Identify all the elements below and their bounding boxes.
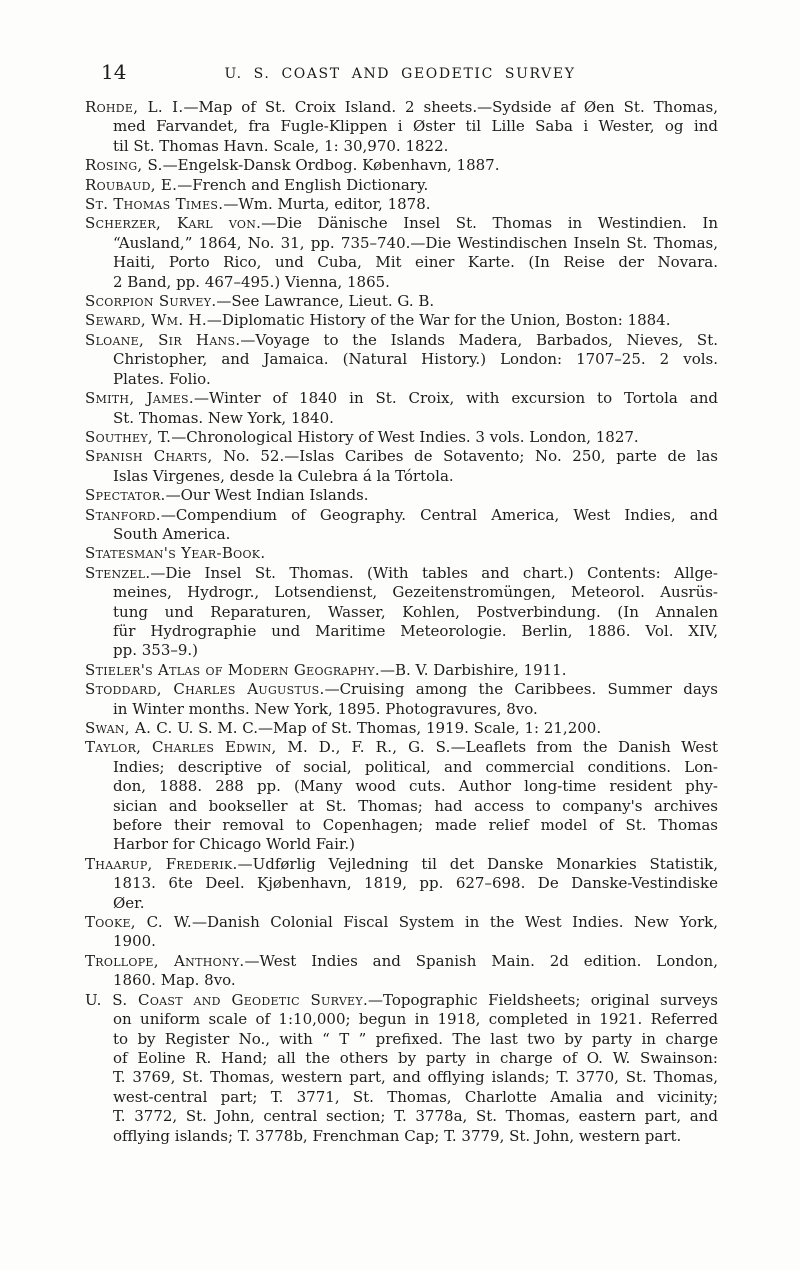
- entry-continuation-line: 1860. Map. 8vo.: [113, 971, 236, 990]
- entry-author-name: Rohde, L. I.: [85, 98, 184, 116]
- entry-author-name: Seward, Wm. H.: [85, 311, 207, 330]
- entry-continuation-line: don, 1888. 288 pp. (Many wood cuts. Author long-time resident phy-: [113, 777, 718, 796]
- entry-author-name: Spanish Charts,: [85, 447, 213, 466]
- bibliography-entry: [85, 952, 718, 991]
- entry-author-name: Roubaud, E.: [85, 175, 178, 194]
- entry-first-line: [85, 719, 718, 738]
- entry-continuation-line: tung und Reparaturen, Wasser, Kohlen, Postverbindung. (In Annalen: [113, 602, 718, 621]
- entry-continuation-line: pp. 353–9.): [113, 641, 199, 660]
- entry-continuation-line: Øer.: [113, 893, 145, 912]
- entry-first-line: [85, 292, 718, 311]
- entry-continuation-line: on uniform scale of 1:10,000; begun in 1918, completed in 1921. Referred: [113, 1010, 718, 1029]
- bibliography-entry: [85, 991, 718, 1146]
- bibliography-entry: [85, 447, 718, 486]
- bibliography: [85, 98, 718, 1146]
- entry-first-line: [85, 98, 718, 117]
- entry-continuation-line: of Eoline R. Hand; all the others by party in charge of O. W. Swainson:: [113, 1048, 718, 1067]
- entry-continuation-line: T. 3772, St. John, central section; T. 3778a, St. Thomas, eastern part, and: [113, 1107, 718, 1126]
- bibliography-entry: [85, 544, 718, 563]
- entry-text: —Chronological History of West Indies. 3 vols. London, 1827.: [171, 427, 639, 446]
- bibliography-entry: [85, 913, 718, 952]
- entry-first-line: [85, 564, 718, 583]
- entry-first-line: [85, 156, 718, 175]
- entry-first-line: [85, 506, 718, 525]
- entry-author-name: Stoddard, Charles Augustus.: [85, 680, 325, 699]
- entry-first-line: [85, 913, 718, 932]
- entry-continuation-line: meines, Hydrogr., Lotsendienst, Gezeitenstromüngen, Meteorol. Ausrüs-: [113, 583, 718, 602]
- bibliography-entry: [85, 311, 718, 330]
- entry-author-name: Taylor, Charles Edwin, M. D., F. R., G. S.: [85, 738, 451, 757]
- entry-first-line: [85, 311, 718, 330]
- entry-continuation-line: sician and bookseller at St. Thomas; had access to company's archives: [113, 796, 718, 815]
- entry-text: —Wm. Murta, editor, 1878.: [223, 195, 431, 214]
- entry-first-line: [85, 991, 718, 1010]
- entry-continuation-line: Harbor for Chicago World Fair.): [113, 835, 356, 854]
- entry-text: —See Lawrance, Lieut. G. B.: [216, 292, 435, 311]
- entry-continuation-line: to by Register No., with “ T ” prefixed. The last two by party in charge: [113, 1029, 718, 1048]
- entry-continuation-line: 2 Band, pp. 467–495.) Vienna, 1865.: [113, 272, 390, 291]
- entry-text: —Winter of 1840 in St. Croix, with excursion to Tortola and: [193, 389, 718, 408]
- bibliography-entry: [85, 156, 718, 175]
- entry-text: —West Indies and Spanish Main. 2d edition. London,: [244, 951, 718, 970]
- entry-author-name: Southey, T.: [85, 427, 172, 446]
- entry-text: U. S. M. C.—Map of St. Thomas, 1919. Scale, 1: 21,200.: [172, 719, 602, 737]
- entry-author-name: St. Thomas Times.: [85, 195, 224, 214]
- entry-first-line: [85, 680, 718, 699]
- bibliography-entry: [85, 98, 718, 156]
- entry-first-line: [85, 544, 718, 563]
- bibliography-entry: [85, 506, 718, 545]
- entry-author-name: Swan, A. C.: [85, 719, 173, 737]
- entry-text: —Danish Colonial Fiscal System in the West Indies. New York,: [191, 913, 719, 932]
- bibliography-entry: [85, 661, 718, 680]
- entry-first-line: [85, 661, 718, 680]
- entry-continuation-line: T. 3769, St. Thomas, western part, and offlying islands; T. 3770, St. Thomas,: [113, 1068, 718, 1087]
- entry-text: —Leaflets from the Danish West: [450, 738, 718, 757]
- entry-continuation-line: til St. Thomas Havn. Scale, 1: 30,970. 1822.: [113, 136, 449, 155]
- bibliography-entry: [85, 719, 718, 738]
- bibliography-entry: [85, 428, 718, 447]
- entry-first-line: [85, 176, 718, 195]
- page-number: 14: [101, 60, 127, 84]
- bibliography-entry: [85, 214, 718, 292]
- entry-first-line: [85, 855, 718, 874]
- entry-text: —B. V. Darbishire, 1911.: [379, 660, 567, 679]
- entry-continuation-line: Plates. Folio.: [113, 369, 211, 388]
- entry-continuation-line: St. Thomas. New York, 1840.: [113, 408, 334, 427]
- bibliography-entry: [85, 855, 718, 913]
- entry-continuation-line: offlying islands; T. 3778b, Frenchman Cap; T. 3779, St. John, western part.: [113, 1126, 682, 1145]
- entry-text: —Compendium of Geography. Central America, West Indies, and: [160, 505, 718, 524]
- bibliography-entry: [85, 738, 718, 854]
- entry-first-line: [85, 195, 718, 214]
- entry-text: No. 52.—Islas Caribes de Sotavento; No. 250, parte de las: [212, 447, 718, 466]
- entry-continuation-line: Christopher, and Jamaica. (Natural History.) London: 1707–25. 2 vols.: [113, 350, 718, 369]
- entry-first-line: [85, 428, 718, 447]
- entry-author-name: Stenzel.: [85, 563, 151, 582]
- entry-author-name: Spectator.: [85, 486, 166, 505]
- entry-author-name: Stieler's Atlas of Modern Geography.: [85, 660, 380, 679]
- entry-text: —Engelsk-Dansk Ordbog. København, 1887.: [162, 156, 500, 175]
- entry-continuation-line: Haiti, Porto Rico, und Cuba, Mit einer Karte. (In Reise der Novara.: [113, 253, 718, 272]
- entry-author-name: Stanford.: [85, 505, 161, 524]
- entry-text: —Die Dänische Insel St. Thomas in Westindien. In: [261, 214, 718, 233]
- bibliography-entry: [85, 292, 718, 311]
- entry-author-name: Statesman's Year-Book.: [85, 544, 266, 563]
- bibliography-entry: [85, 331, 718, 389]
- entry-continuation-line: before their removal to Copenhagen; made relief model of St. Thomas: [113, 816, 718, 835]
- entry-text: —Cruising among the Caribbees. Summer days: [324, 680, 718, 699]
- entry-text: —Map of St. Croix Island. 2 sheets.—Sydside af Øen St. Thomas,: [183, 98, 718, 116]
- entry-first-line: [85, 486, 718, 505]
- entry-continuation-line: west-central part; T. 3771, St. Thomas, Charlotte Amalia and vicinity;: [113, 1087, 718, 1106]
- entry-continuation-line: South America.: [113, 524, 231, 543]
- bibliography-entry: [85, 680, 718, 719]
- entry-text: —Diplomatic History of the War for the Union, Boston: 1884.: [206, 311, 671, 330]
- entry-continuation-line: “Ausland,” 1864, No. 31, pp. 735–740.—Die Westindischen Inseln St. Thomas,: [113, 233, 718, 252]
- entry-text: —Topographic Fieldsheets; original surveys: [368, 990, 718, 1009]
- entry-author-name: Sloane, Sir Hans.: [85, 330, 241, 349]
- bibliography-entry: [85, 486, 718, 505]
- entry-continuation-line: für Hydrographie und Maritime Meteorologie. Berlin, 1886. Vol. XIV,: [113, 621, 718, 640]
- entry-text: —Udførlig Vejledning til det Danske Monarkies Statistik,: [237, 854, 718, 873]
- entry-first-line: [85, 331, 718, 350]
- entry-author-name: Tooke, C. W.: [85, 913, 192, 932]
- entry-author-name: Rosing, S.: [85, 156, 163, 175]
- entry-continuation-line: 1900.: [113, 932, 156, 951]
- bibliography-entry: [85, 564, 718, 661]
- entry-first-line: [85, 738, 718, 757]
- bibliography-entry: [85, 195, 718, 214]
- entry-continuation-line: 1813. 6te Deel. Kjøbenhavn, 1819, pp. 627–698. De Danske-Vestindiske: [113, 874, 718, 893]
- entry-first-line: [85, 389, 718, 408]
- running-header: U. S. COAST AND GEODETIC SURVEY: [224, 66, 576, 82]
- entry-text: —Voyage to the Islands Madera, Barbados, Nieves, St.: [240, 330, 718, 349]
- entry-first-line: [85, 214, 718, 233]
- entry-author-name: Scherzer, Karl von.: [85, 214, 262, 233]
- entry-text: —Die Insel St. Thomas. (With tables and chart.) Contents: Allge-: [150, 563, 718, 582]
- entry-author-name: U. S. Coast and Geodetic Survey.: [85, 990, 369, 1009]
- entry-continuation-line: in Winter months. New York, 1895. Photogravures, 8vo.: [113, 699, 538, 718]
- entry-author-name: Trollope, Anthony.: [85, 951, 245, 970]
- bibliography-entry: [85, 389, 718, 428]
- entry-first-line: [85, 447, 718, 466]
- entry-continuation-line: Indies; descriptive of social, political, and commercial conditions. Lon-: [113, 757, 718, 776]
- entry-text: —French and English Dictionary.: [177, 175, 429, 194]
- entry-author-name: Thaarup, Frederik.: [85, 854, 238, 873]
- entry-first-line: [85, 952, 718, 971]
- entry-text: —Our West Indian Islands.: [165, 486, 369, 505]
- entry-continuation-line: med Farvandet, fra Fugle-Klippen i Øster til Lille Saba i Wester, og ind: [113, 117, 718, 136]
- entry-author-name: Smith, James.: [85, 389, 194, 408]
- entry-continuation-line: Islas Virgenes, desde la Culebra á la Tórtola.: [113, 466, 454, 485]
- bibliography-entry: [85, 176, 718, 195]
- entry-author-name: Scorpion Survey.: [85, 292, 217, 311]
